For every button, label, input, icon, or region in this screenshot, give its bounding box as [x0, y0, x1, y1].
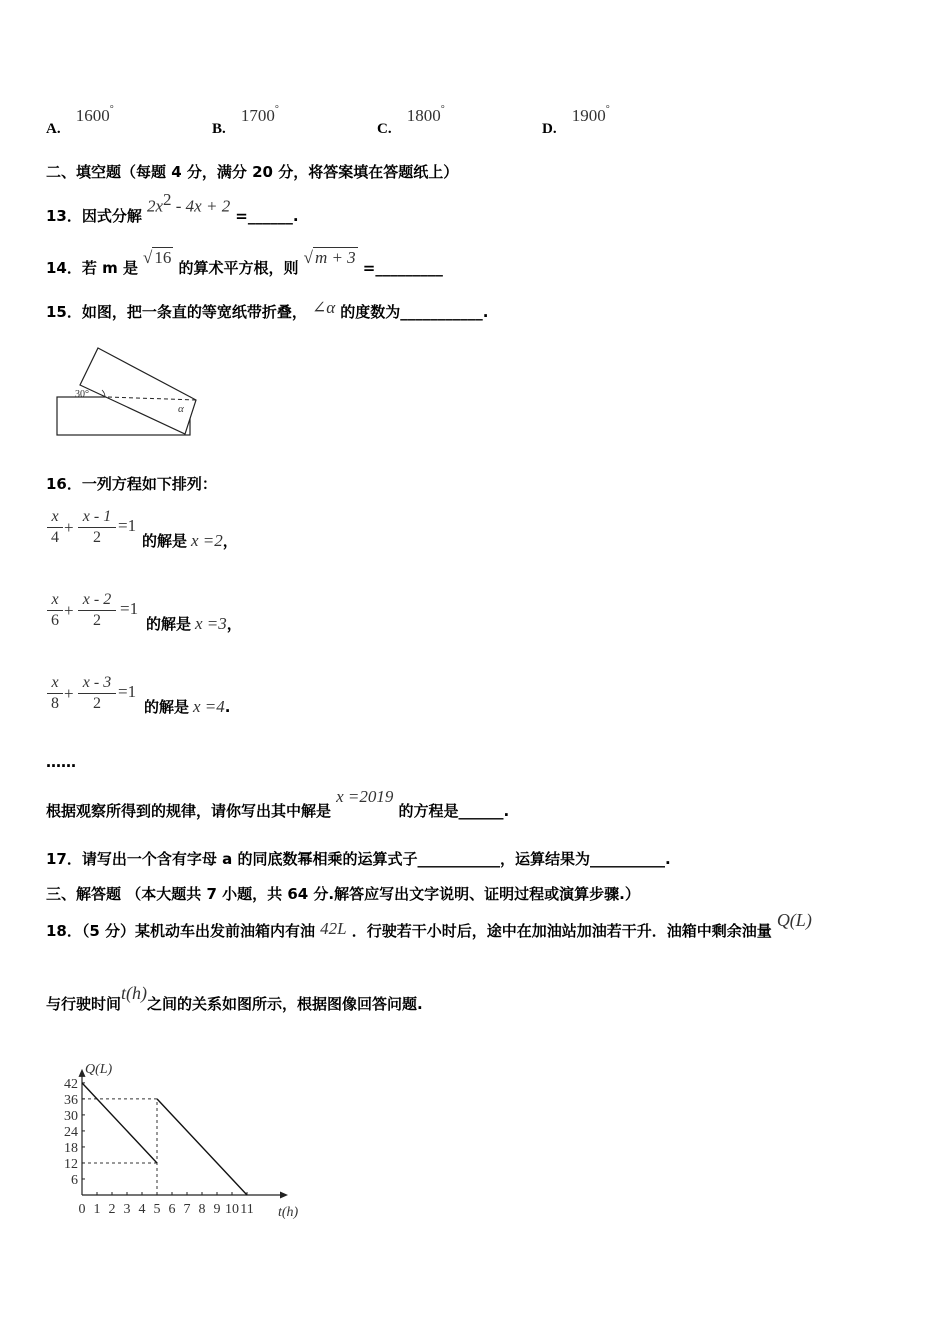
x-axis-arrow	[280, 1192, 288, 1199]
q18-prefix: 18．（5 分）某机动车出发前油箱内有油	[46, 922, 316, 940]
solution-label: 的解是	[146, 615, 192, 633]
x-tick-label: 7	[183, 1202, 191, 1217]
q14-answer-blank: =_________	[362, 259, 443, 277]
option-d	[542, 104, 610, 137]
plus: +	[64, 684, 74, 703]
sqrt-symbol: √	[303, 248, 313, 267]
solution-value: x =2	[191, 531, 223, 550]
plus: +	[64, 518, 74, 537]
option-a	[46, 104, 114, 137]
q15-prefix: 15．如图，把一条直的等宽纸带折叠，	[46, 303, 307, 321]
option-value: 1700	[240, 106, 275, 125]
numerator: x - 2	[82, 591, 112, 608]
y-tick-label: 18	[64, 1140, 78, 1156]
fraction	[78, 674, 116, 713]
q13-expr-a: 2x	[146, 196, 164, 216]
angle-30-label: 30°	[75, 389, 89, 400]
option-label: A.	[46, 121, 61, 137]
question-13	[46, 190, 299, 226]
denominator: 2	[93, 529, 101, 546]
option-label: C.	[377, 121, 392, 137]
q13-exponent: 2	[163, 190, 172, 209]
denominator: 6	[51, 612, 59, 629]
option-b	[212, 104, 279, 137]
q18-qvar: Q(L)	[776, 910, 812, 930]
option-value: 1600	[75, 106, 110, 125]
y-tick-label: 36	[64, 1092, 78, 1108]
option-label: B.	[212, 121, 226, 137]
section-2-title: 二、填空题（每题 4 分，满分 20 分，将答案填在答题纸上）	[46, 163, 459, 181]
q14-middle: 的算术平方根，则	[178, 259, 299, 277]
option-label: D.	[542, 121, 557, 137]
numerator: x	[51, 674, 59, 691]
y-tick-label: 30	[64, 1108, 78, 1124]
numerator: x - 3	[82, 674, 112, 691]
x-tick-label: 5	[153, 1202, 161, 1217]
section-3-title: 三、解答题 （本大题共 7 小题，共 64 分.解答应写出文字说明、证明过程或演算步骤.）	[46, 885, 640, 903]
denominator: 4	[51, 529, 59, 546]
q14-prefix: 14．若 m 是	[46, 259, 138, 277]
x-tick-label: 0	[78, 1202, 86, 1217]
q13-expr-b: - 4x + 2	[171, 196, 231, 216]
x-axis-label: t(h)	[278, 1205, 299, 1220]
fraction	[47, 674, 63, 713]
chart-guides	[82, 1099, 157, 1195]
series-line	[157, 1099, 247, 1195]
question-17: 17．请写出一个含有字母 a 的同底数幂相乘的运算式子___________，运算结果为__________.	[46, 850, 671, 868]
fraction	[47, 591, 63, 630]
series-line	[82, 1083, 157, 1163]
y-axis-label: Q(L)	[85, 1061, 113, 1077]
plus: +	[64, 601, 74, 620]
q16-ask-solution: x =2019	[336, 787, 394, 806]
q15-suffix: 的度数为___________.	[340, 303, 489, 321]
strip-folded	[80, 348, 196, 434]
x-tick-label: 6	[168, 1202, 176, 1217]
degree-sign: °	[440, 104, 445, 115]
x-tick-label: 3	[123, 1202, 131, 1217]
degree-sign: °	[109, 104, 114, 115]
q13-answer-blank: =______.	[235, 207, 299, 226]
question-18-line-2	[46, 983, 423, 1013]
solution-text	[146, 613, 242, 634]
q16-ask-suffix: 的方程是______.	[398, 802, 510, 820]
q16-ask-prefix: 根据观察所得到的规律，请你写出其中解是	[46, 802, 332, 820]
alpha-label: α	[178, 403, 184, 415]
punctuation: ，	[222, 532, 238, 550]
denominator: 2	[93, 612, 101, 629]
x-tick-label: 9	[213, 1202, 221, 1217]
denominator: 2	[93, 695, 101, 712]
solution-text	[144, 696, 231, 717]
denominator: 8	[51, 695, 59, 712]
x-tick-label: 1	[93, 1202, 101, 1217]
chart-ticks	[64, 1077, 254, 1217]
chart-series	[82, 1083, 247, 1195]
sqrt-symbol: √	[143, 248, 153, 267]
y-tick-label: 12	[64, 1156, 78, 1172]
numerator: x - 1	[82, 508, 112, 525]
fraction	[78, 591, 116, 630]
rhs: =1	[120, 599, 139, 618]
q18-oil: 42L	[320, 919, 347, 938]
q18-line2-prefix: 与行驶时间	[46, 995, 122, 1013]
x-tick-label: 4	[138, 1202, 146, 1217]
x-tick-label: 11	[240, 1202, 254, 1217]
option-value: 1900	[571, 106, 606, 125]
solution-value: x =4	[193, 697, 225, 716]
question-15	[46, 298, 489, 322]
punctuation: ，	[226, 615, 242, 633]
fuel-chart	[50, 1040, 320, 1225]
solution-label: 的解是	[144, 698, 190, 716]
fraction	[78, 508, 116, 547]
degree-sign: °	[274, 104, 279, 115]
solution-text	[142, 530, 238, 551]
x-tick-label: 2	[108, 1202, 116, 1217]
option-c	[377, 104, 445, 137]
q16-ask	[46, 786, 510, 820]
option-value: 1800	[406, 106, 441, 125]
q14-sqrt2: m + 3	[314, 248, 356, 267]
chart-axes	[79, 1062, 299, 1220]
rhs: =1	[118, 516, 137, 535]
fraction	[47, 508, 63, 547]
q13-prefix: 13．因式分解	[46, 207, 142, 226]
question-14	[46, 247, 443, 277]
y-tick-label: 24	[64, 1124, 78, 1140]
q18-tvar: t(h)	[121, 983, 148, 1003]
numerator: x	[51, 508, 59, 525]
solution-label: 的解是	[142, 532, 188, 550]
punctuation: .	[224, 698, 231, 716]
x-tick-label: 10	[225, 1202, 239, 1217]
q16-intro: 16．一列方程如下排列：	[46, 475, 217, 493]
numerator: x	[51, 591, 59, 608]
y-tick-label: 6	[71, 1172, 78, 1188]
q16-ellipsis: ……	[46, 753, 76, 771]
q18-line2-suffix: 之间的关系如图所示，根据图像回答问题.	[147, 995, 423, 1013]
q15-angle: ∠α	[311, 298, 336, 317]
y-tick-label: 42	[64, 1076, 78, 1092]
question-18-line-1	[46, 910, 812, 940]
rhs: =1	[118, 682, 137, 701]
q18-middle: ．行驶若干小时后，途中在加油站加油若干升．油箱中剩余油量	[351, 922, 772, 940]
solution-value: x =3	[195, 614, 227, 633]
q14-sqrt1: 16	[154, 248, 172, 267]
x-tick-label: 8	[198, 1202, 206, 1217]
folded-strip-figure	[50, 340, 210, 445]
degree-sign: °	[605, 104, 610, 115]
